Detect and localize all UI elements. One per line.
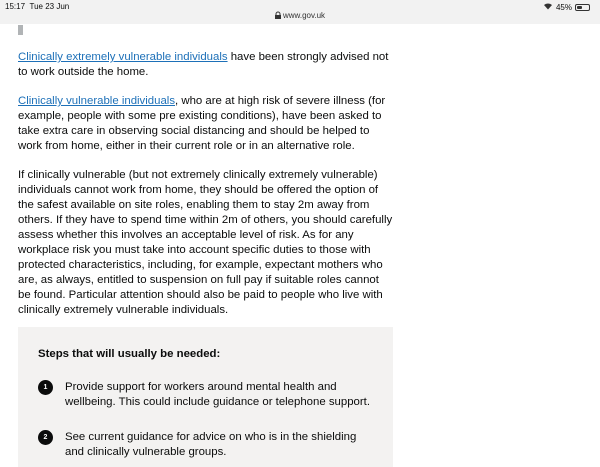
paragraph-3: If clinically vulnerable (but not extremely clinically extremely vulnerable) individuals cannot work from home, they should be offered the option of the safest available on site roles, enabling them to stay 2m away from others. If they have to spend time within 2m of others, you should carefully assess whether this involves an acceptable level of risk. As for any workplace risk you must take into account specific duties to those with protected characteristics, including, for example, expectant mothers who are, as always, entitled to suspension on full pay if suitable roles cannot be found. Particular attention should also be paid to people who live with clinically extremely vulnerable individuals.	[18, 169, 393, 316]
step-text: See current guidance for advice on who is in the shielding and clinically vulnerable groups.	[65, 431, 357, 458]
steps-callout	[18, 327, 393, 467]
paragraph-1-text: have been strongly advised not to work outside the home.	[18, 51, 389, 78]
lock-icon	[275, 12, 281, 21]
clinically-vulnerable-link[interactable]: Clinically vulnerable individuals	[18, 95, 176, 107]
battery-percent: 45%	[555, 2, 572, 12]
paragraph-2	[18, 94, 393, 154]
step-item	[38, 380, 373, 410]
battery-fill	[577, 6, 582, 9]
paragraph-1	[18, 50, 393, 80]
status-bar	[0, 0, 600, 24]
url-text: www.gov.uk	[282, 11, 326, 20]
clinically-extremely-vulnerable-link[interactable]: Clinically extremely vulnerable individuals	[18, 51, 228, 63]
status-time: 15:17 Tue 23 Jun	[5, 2, 70, 11]
step-number: 2	[38, 430, 53, 445]
main-content	[18, 50, 393, 332]
step-text: Provide support for workers around mental health and wellbeing. This could include guidance or telephone support.	[65, 381, 371, 408]
callout-title: Steps that will usually be needed:	[38, 348, 221, 360]
address-bar[interactable]	[0, 11, 600, 21]
step-item	[38, 430, 373, 460]
battery-icon	[575, 4, 590, 11]
step-number: 1	[38, 380, 53, 395]
paragraph-2-text: , who are at high risk of severe illness (for example, people with some pre existing conditions), have been asked to take extra care in observing social distancing and should be helped to work from home, either in their current role or in an alternative role.	[18, 95, 386, 152]
scroll-indicator	[18, 25, 23, 35]
